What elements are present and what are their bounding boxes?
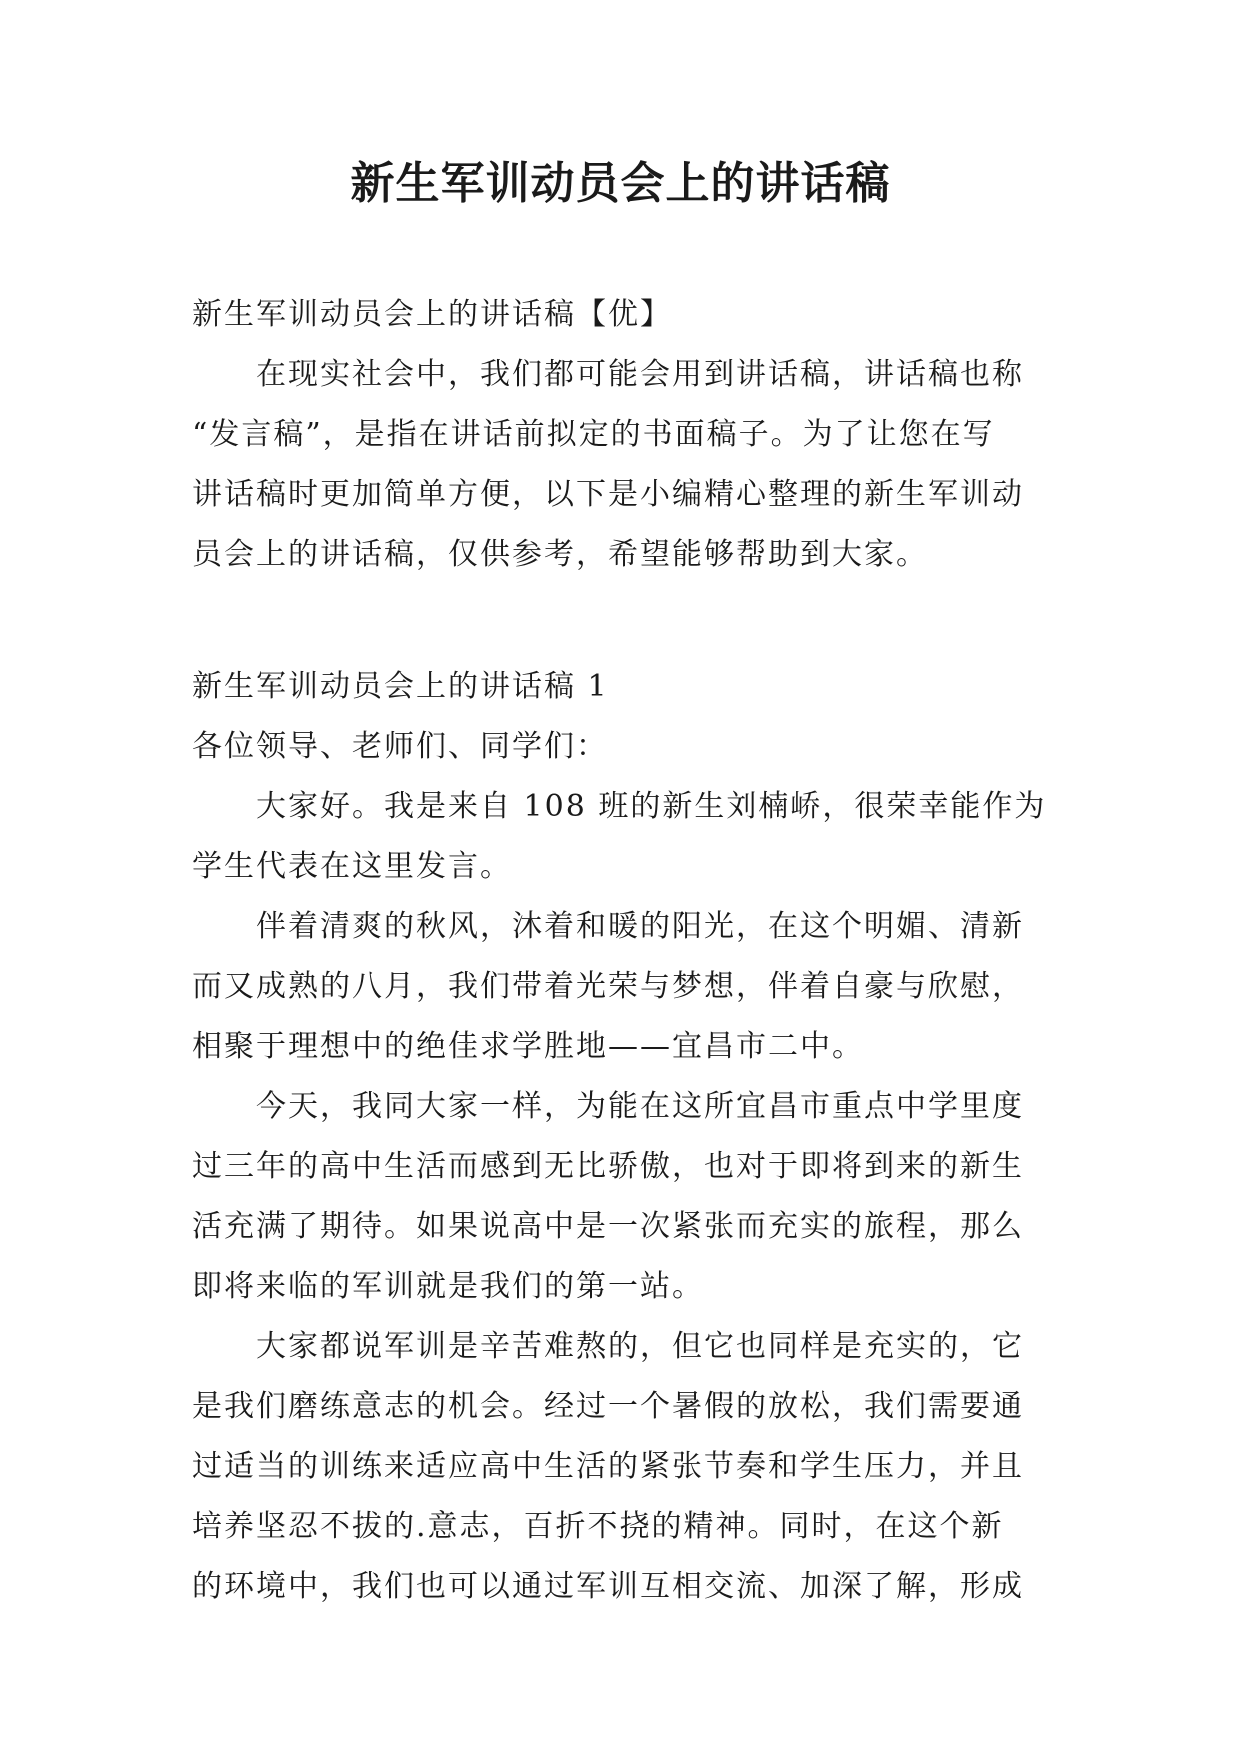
- document-title: 新生军训动员会上的讲话稿: [350, 158, 891, 209]
- intro-line: “发言稿”，是指在讲话前拟定的书面稿子。为了让您在写: [192, 417, 995, 452]
- intro-line: 在现实社会中，我们都可能会用到讲话稿，讲话稿也称: [256, 357, 1024, 392]
- paragraph-line: 过三年的高中生活而感到无比骄傲，也对于即将到来的新生: [192, 1149, 1024, 1184]
- paragraph-line: 学生代表在这里发言。: [192, 849, 512, 884]
- paragraph-4: [192, 1317, 1062, 1617]
- paragraph-2: [192, 897, 1062, 1077]
- intro-heading: 新生军训动员会上的讲话稿【优】: [192, 297, 672, 332]
- intro-paragraph: [192, 345, 1062, 585]
- intro-line: 讲话稿时更加简单方便，以下是小编精心整理的新生军训动: [192, 477, 1024, 512]
- paragraph-line: 即将来临的军训就是我们的第一站。: [192, 1269, 704, 1304]
- document-body: [192, 285, 1062, 1617]
- paragraph-line: 伴着清爽的秋风，沐着和暖的阳光，在这个明媚、清新: [256, 909, 1024, 944]
- paragraph-line: 过适当的训练来适应高中生活的紧张节奏和学生压力，并且: [192, 1449, 1024, 1484]
- paragraph-line: 培养坚忍不拔的.意志，百折不挠的精神。同时，在这个新: [192, 1509, 1004, 1544]
- paragraph-line: 大家都说军训是辛苦难熬的，但它也同样是充实的，它: [256, 1329, 1024, 1364]
- paragraph-line: 活充满了期待。如果说高中是一次紧张而充实的旅程，那么: [192, 1209, 1024, 1244]
- paragraph-line: 大家好。我是来自 108 班的新生刘楠峤，很荣幸能作为: [256, 789, 1047, 824]
- intro-line: 员会上的讲话稿，仅供参考，希望能够帮助到大家。: [192, 537, 928, 572]
- paragraph-line: 而又成熟的八月，我们带着光荣与梦想，伴着自豪与欣慰，: [192, 969, 1024, 1004]
- salutation: 各位领导、老师们、同学们：: [192, 729, 608, 764]
- paragraph-line: 今天，我同大家一样，为能在这所宜昌市重点中学里度: [256, 1089, 1024, 1124]
- section-gap: [192, 585, 1062, 657]
- paragraph-line: 相聚于理想中的绝佳求学胜地——宜昌市二中。: [192, 1029, 864, 1064]
- paragraph-1: [192, 777, 1062, 897]
- paragraph-line: 是我们磨练意志的机会。经过一个暑假的放松，我们需要通: [192, 1389, 1024, 1424]
- paragraph-3: [192, 1077, 1062, 1317]
- section-heading: 新生军训动员会上的讲话稿 1: [192, 669, 609, 704]
- paragraph-line: 的环境中，我们也可以通过军训互相交流、加深了解，形成: [192, 1569, 1024, 1604]
